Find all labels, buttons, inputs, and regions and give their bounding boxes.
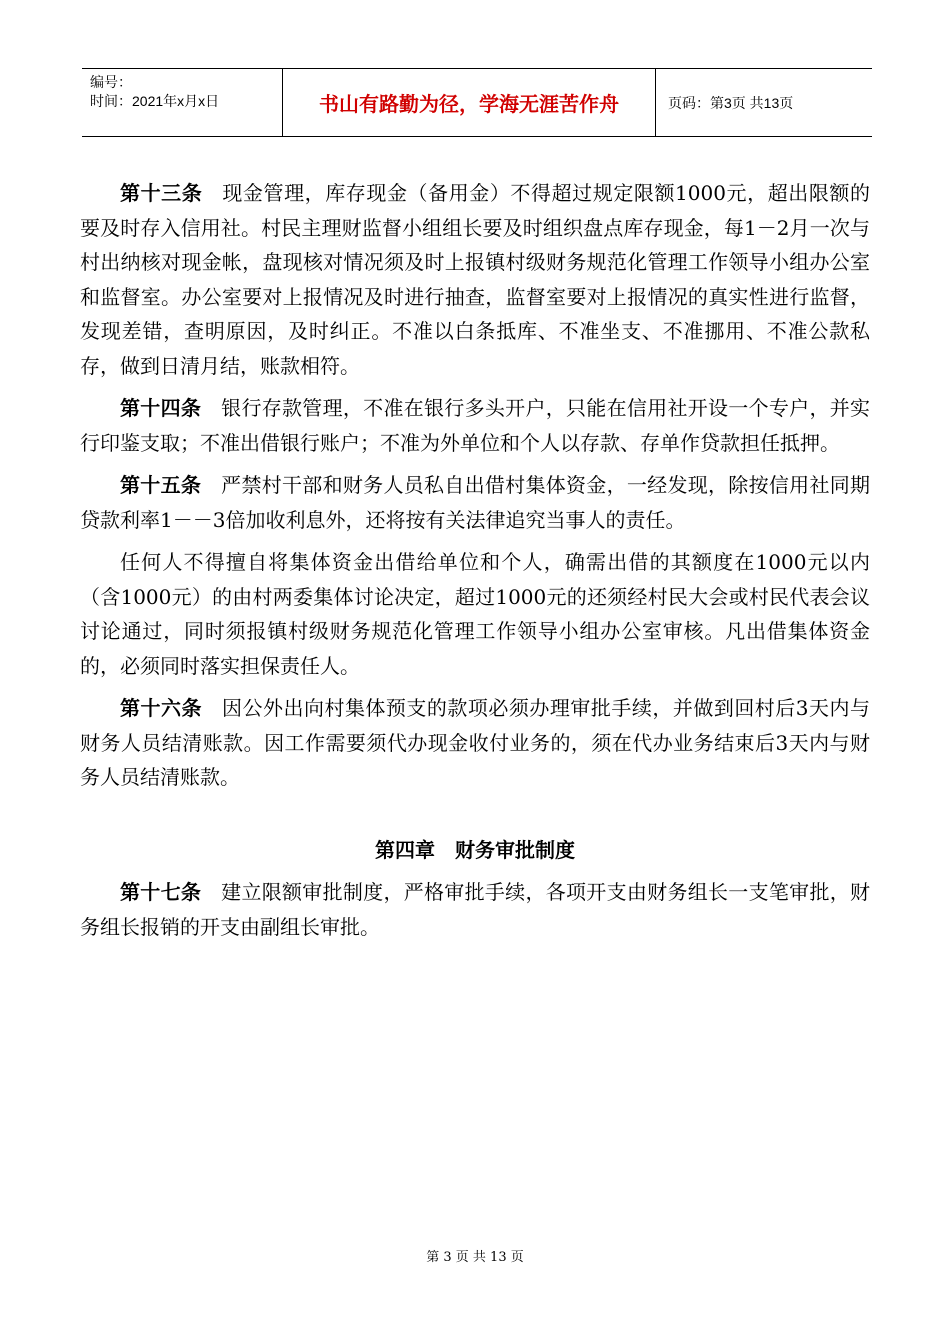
article-15-title: 第十五条 [120,473,202,497]
header-motto: 书山有路勤为径，学海无涯苦作舟 [283,69,656,136]
header-page-info: 页码：第3页 共13页 [668,94,794,111]
article-15-text: 严禁村干部和财务人员私自出借村集体资金，一经发现，除按信用社同期贷款利率1－－3倍加收利息外，还将按有关法律追究当事人的责任。 [80,473,871,532]
article-16-title: 第十六条 [120,696,202,720]
header-meta [82,69,283,136]
article-17 [80,875,870,944]
time-label: 时间：2021年x月x日 [90,93,220,109]
article-15 [80,468,870,537]
article-16 [80,691,870,795]
article-13-title: 第十三条 [120,181,203,205]
number-label: 编号： [90,74,132,90]
chapter-heading: 第四章 财务审批制度 [375,837,575,862]
article-13 [80,176,870,383]
article-14 [80,391,870,460]
article-15-paragraph-2: 任何人不得擅自将集体资金出借给单位和个人，确需出借的其额度在1000元以内（含1000元）的由村两委集体讨论决定，超过1000元的还须经村民大会或村民代表会议讨论通过，同时须报镇村级财务规范化管理工作领导小组办公室审核。凡出借集体资金的，必须同时落实担保责任人。 [80,550,870,678]
page-footer: 第 3 页 共 13 页 [426,1250,524,1265]
article-17-title: 第十七条 [120,880,202,904]
article-14-text: 银行存款管理，不准在银行多头开户，只能在信用社开设一个专户，并实行印鉴支取；不准出借银行账户；不准为外单位和个人以存款、存单作贷款担任抵押。 [80,396,871,455]
document-header [82,68,872,137]
article-14-title: 第十四条 [120,396,202,420]
article-17-text: 建立限额审批制度，严格审批手续，各项开支由财务组长一支笔审批，财务组长报销的开支由副组长审批。 [80,880,871,939]
article-13-text: 现金管理，库存现金（备用金）不得超过规定限额1000元，超出限额的要及时存入信用社。村民主理财监督小组组长要及时组织盘点库存现金，每1－2月一次与村出纳核对现金帐，盘现核对情况须及时上报镇村级财务规范化管理工作领导小组办公室和监督室。办公室要对上报情况及时进行抽查，监督室要对上报情况的真实性进行监督，发现差错，查明原因，及时纠正。不准以白条抵库、不准坐支、不准挪用、不准公款私存，做到日清月结，账款相符。 [80,181,871,378]
article-16-text: 因公外出向村集体预支的款项必须办理审批手续，并做到回村后3天内与财务人员结清账款。因工作需要须代办现金收付业务的，须在代办业务结束后3天内与财务人员结清账款。 [80,696,871,789]
document-body [80,176,870,952]
